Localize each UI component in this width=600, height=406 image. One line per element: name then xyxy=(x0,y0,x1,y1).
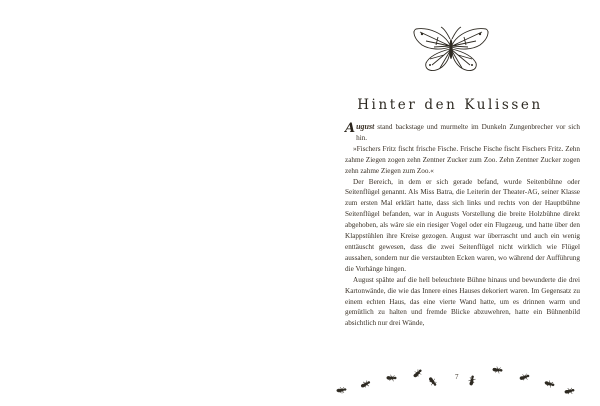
paragraph: August spähte auf die hell beleuchtete Bühne hinaus und bewunderte die drei Kartonwände, die wie das Innere eines Hauses dekoriert waren. Im Gegensatz zu einem echten Haus, das eine vierte Wand hatte, um es drinnen warm und gemütlich zu halten und fremde Blicke abzuwehren, hatte ein Bühnenbild absichtlich nur drei Wände, xyxy=(345,275,580,328)
chapter-title: Hinter den Kulissen xyxy=(357,97,543,114)
drop-cap: A xyxy=(345,121,356,136)
ant-icon xyxy=(428,376,438,387)
paragraph: Der Bereich, in dem er sich gerade befand, wurde Seitenbühne oder Seitenflügel genannt. Als Miss Batra, die Leiterin der Theater-AG, seiner Klasse zum ersten Mal erklärt hatte, dass sich links und rechts von der Hauptbühne Seitenflügel befanden, war in Augusts Vorstellung die breite Holzbühne direkt abgehoben, als wäre sie ein riesiger Vogel oder ein Flugzeug, und hatte über den Klappstühlen ihre Kreise gezogen. August war überrascht und auch ein wenig enttäuscht gewesen, dass die zwei Seitenflügel nicht wirklich wie Flügel aussahen, sondern nur die verstaubten Ecken waren, wo während der Aufführung die Vorhänge hingen. xyxy=(345,177,580,273)
ant-icon xyxy=(386,374,396,382)
ant-icon xyxy=(412,368,423,378)
ant-icon xyxy=(544,379,555,388)
butterfly-icon xyxy=(408,25,494,77)
paragraph-text: stand backstage und murmelte im Dunkeln Zungenbrecher vor sich hin. xyxy=(356,123,580,142)
ant-icon xyxy=(467,375,476,386)
ant-icon xyxy=(519,373,529,381)
paragraph xyxy=(345,122,580,144)
chapter-body xyxy=(345,122,580,329)
ant-icon xyxy=(565,388,575,395)
ant-icon xyxy=(360,380,371,389)
page-number: 7 xyxy=(455,373,459,381)
ant-icon xyxy=(492,366,503,374)
ant-trail xyxy=(330,360,580,400)
paragraph: »Fischers Fritz fischt frische Fische. Frische Fische fischt Fischers Fritz. Zehn zahme Ziegen zogen zehn Zentner Zucker zum Zoo. Zehn Zentner Zucker zogen zehn zahme Ziegen zum Zoo.« xyxy=(345,144,580,175)
ant-icon xyxy=(337,387,346,394)
lead-word: ugust xyxy=(356,122,375,131)
